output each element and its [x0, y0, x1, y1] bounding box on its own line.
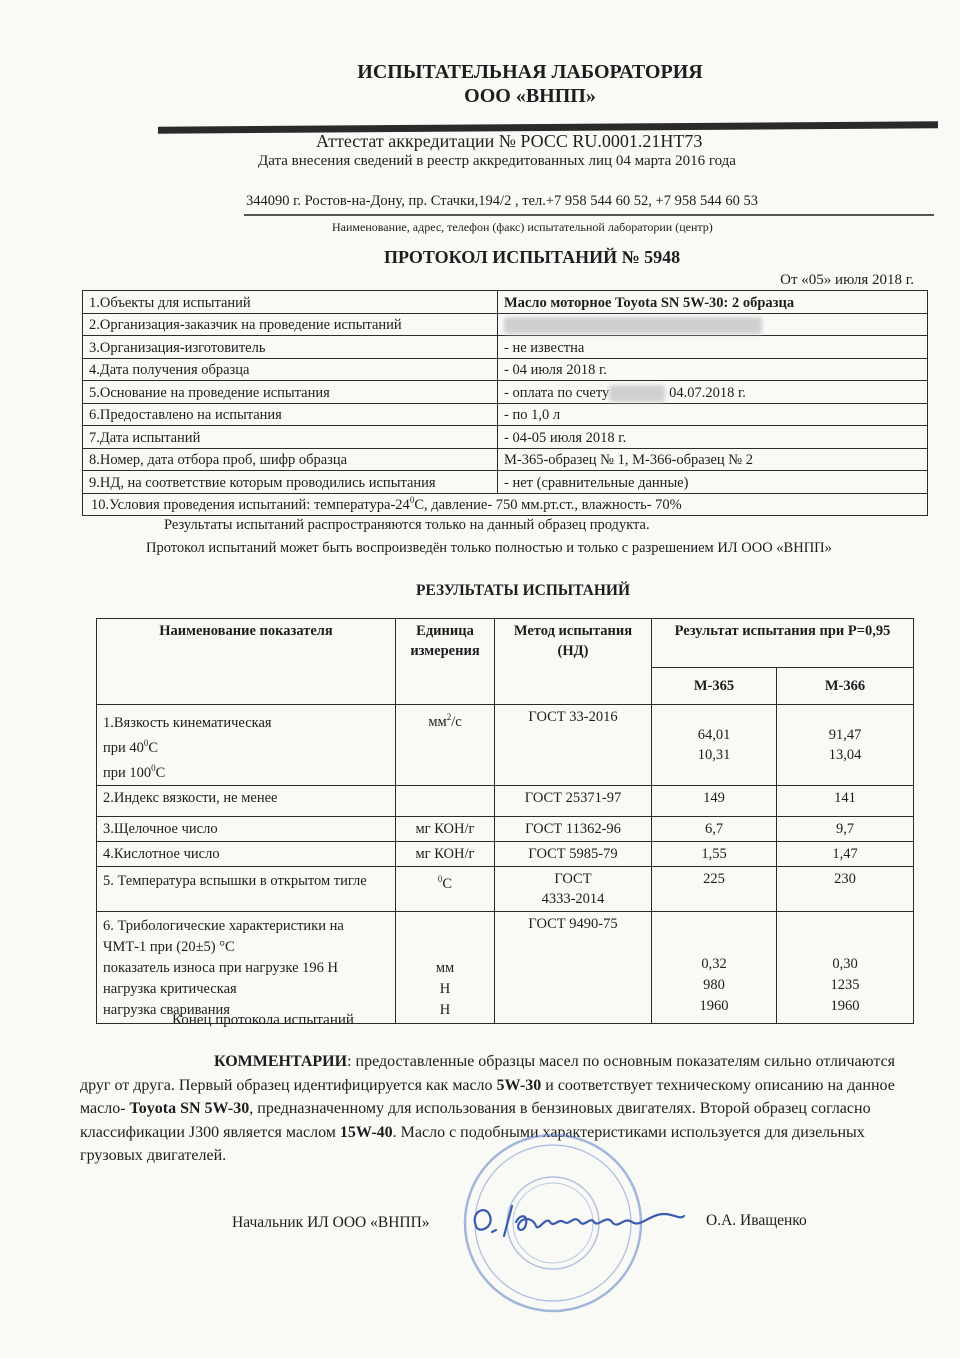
- flash-method: [495, 866, 652, 911]
- m365-critical: 980: [703, 976, 725, 993]
- table-row: [97, 816, 914, 841]
- protocol-date: От «05» июля 2018 г.: [780, 272, 914, 288]
- table-row: [83, 471, 928, 494]
- conditions-degree: 0: [409, 495, 415, 506]
- info-value: Масло моторное Toyota SN 5W-30: 2 образца: [498, 291, 928, 314]
- results-title: РЕЗУЛЬТАТЫ ИСПЫТАНИЙ: [416, 582, 631, 599]
- tribo-title-2: ЧМТ-1 при (20±5) °С: [103, 938, 235, 955]
- flash-unit: [396, 866, 495, 911]
- lab-header: [0, 60, 960, 108]
- info-label: 4.Дата получения образца: [83, 358, 498, 381]
- comments-text-4: . Масло с подобными характеристиками используется для дизельных грузовых двигателей.: [80, 1123, 865, 1164]
- address-caption: Наименование, адрес, телефон (факс) испытательной лаборатории (центр): [332, 220, 713, 234]
- comments-text-2: и соответствует техническому описанию на данное масло-: [80, 1076, 895, 1117]
- conditions-prefix: 10.Условия проведения испытаний: температура-24: [91, 497, 410, 513]
- table-row: [83, 313, 928, 336]
- m366-welding: 1960: [830, 997, 860, 1014]
- info-value: М-365-образец № 1, М-366-образец № 2: [498, 448, 928, 471]
- flash-name: 5. Температура вспышки в открытом тигле: [97, 866, 396, 911]
- table-row: [97, 841, 914, 866]
- comments-grade-1: 5W-30: [496, 1076, 542, 1094]
- c-100: С: [155, 764, 166, 781]
- acid-m365: 1,55: [652, 841, 777, 866]
- table-row: [97, 785, 914, 816]
- flash-m365: 225: [652, 866, 777, 911]
- comments-product: Toyota SN 5W-30: [129, 1100, 250, 1117]
- viscosity-method: ГОСТ 33-2016: [495, 705, 652, 786]
- test-conditions: [83, 493, 928, 516]
- info-label: 6.Предоставлено на испытания: [83, 403, 498, 426]
- viscosity-m365: [652, 705, 777, 786]
- info-value: - не известна: [498, 336, 928, 359]
- results-table: [96, 618, 914, 1024]
- viscosity-m366: [777, 705, 914, 786]
- info-label: 7.Дата испытаний: [83, 426, 498, 449]
- m365-40: 64,01: [697, 727, 731, 743]
- index-unit: [396, 785, 495, 816]
- table-row: [83, 381, 928, 404]
- company-name: ООО «ВНПП»: [464, 85, 596, 107]
- index-m365: 149: [652, 785, 777, 816]
- m365-100: 10,31: [697, 747, 731, 763]
- header-m365: М-365: [652, 668, 777, 705]
- info-value: [498, 313, 928, 336]
- redacted-customer: [504, 317, 762, 334]
- viscosity-40-label: [103, 733, 389, 758]
- tribo-name: [97, 911, 396, 1023]
- unit-sup: 2: [446, 712, 452, 722]
- table-row: [83, 493, 928, 516]
- tribo-welding: нагрузка сваривания: [103, 1001, 230, 1018]
- flash-unit-sup: 0: [437, 873, 443, 884]
- info-label: 8.Номер, дата отбора проб, шифр образца: [83, 448, 498, 471]
- handwritten-signature: [468, 1192, 688, 1242]
- c-40: С: [148, 739, 159, 756]
- index-m366: 141: [777, 785, 914, 816]
- header-name: Наименование показателя: [97, 619, 396, 705]
- base-unit: мг КОН/г: [396, 816, 495, 841]
- info-label: 2.Организация-заказчик на проведение испытаний: [83, 313, 498, 336]
- info-label: 3.Организация-изготовитель: [83, 336, 498, 359]
- accreditation-line: Аттестат аккредитации № РОСС RU.0001.21НТ73: [316, 131, 703, 151]
- scope-note: Результаты испытаний распространяются только на данный образец продукта.: [164, 517, 650, 533]
- at40: при 40: [103, 739, 144, 756]
- m366-wear: 0,30: [832, 955, 858, 972]
- invoice-date: 04.07.2018 г.: [665, 384, 746, 401]
- at100: при 100: [103, 764, 152, 781]
- m365-welding: 1960: [699, 997, 729, 1014]
- table-header-row: [97, 619, 914, 668]
- unit-welding: Н: [439, 1001, 451, 1018]
- m365-wear: 0,32: [701, 955, 727, 972]
- signatory-role: Начальник ИЛ ООО «ВНПП»: [232, 1214, 430, 1231]
- table-row: [97, 705, 914, 786]
- info-label: 9.НД, на соответствие которым проводились испытания: [83, 471, 498, 494]
- registry-date: Дата внесения сведений в реестр аккредитованных лиц 04 марта 2016 года: [258, 153, 736, 169]
- viscosity-name: [97, 705, 396, 786]
- header-method: Метод испытания (НД): [495, 619, 652, 705]
- unit-mm: мм: [428, 713, 447, 730]
- base-name: 3.Щелочное число: [97, 816, 396, 841]
- base-m365: 6,7: [652, 816, 777, 841]
- tribo-m365: [652, 911, 777, 1023]
- info-value: - по 1,0 л: [498, 403, 928, 426]
- table-row: [83, 358, 928, 381]
- m366-critical: 1235: [830, 976, 860, 993]
- tribo-method: ГОСТ 9490-75: [495, 911, 652, 1023]
- tribo-critical: нагрузка критическая: [103, 980, 237, 997]
- viscosity-unit: [396, 705, 495, 786]
- header-m366: М-366: [777, 668, 914, 705]
- info-value: [498, 381, 928, 404]
- info-label: 1.Объекты для испытаний: [83, 291, 498, 314]
- m366-100: 13,04: [828, 747, 862, 763]
- table-row: [97, 866, 914, 911]
- table-row: [97, 911, 914, 1023]
- flash-unit-c: С: [442, 875, 453, 892]
- index-method: ГОСТ 25371-97: [495, 785, 652, 816]
- table-row: [83, 448, 928, 471]
- viscosity-100-label: [103, 758, 389, 783]
- header-unit: Единица измерения: [396, 619, 495, 705]
- table-row: [83, 291, 928, 314]
- invoice-prefix: - оплата по счету: [504, 384, 610, 401]
- tribo-title-1: 6. Трибологические характеристики на: [103, 917, 344, 934]
- deg-40: 0: [143, 738, 149, 748]
- conditions-suffix: С, давление- 750 мм.рт.ст., влажность- 70%: [414, 497, 682, 513]
- unit-suffix: /с: [451, 713, 462, 730]
- tribo-m366: [777, 911, 914, 1023]
- header-result: Результат испытания при Р=0,95: [652, 619, 914, 668]
- redacted-invoice: [609, 385, 665, 402]
- unit-critical: Н: [439, 980, 451, 997]
- acid-unit: мг КОН/г: [396, 841, 495, 866]
- index-name: 2.Индекс вязкости, не менее: [97, 785, 396, 816]
- lab-address: 344090 г. Ростов-на-Дону, пр. Стачки,194/2 , тел.+7 958 544 60 52, +7 958 544 60 53: [246, 193, 758, 209]
- table-row: [83, 426, 928, 449]
- table-row: [83, 336, 928, 359]
- base-m366: 9,7: [777, 816, 914, 841]
- flash-method-l1: ГОСТ: [554, 870, 592, 887]
- base-method: ГОСТ 11362-96: [495, 816, 652, 841]
- tribo-wear: показатель износа при нагрузке 196 Н: [103, 959, 339, 976]
- address-rule: [244, 214, 934, 216]
- unit-wear: мм: [435, 959, 455, 976]
- comments-label: КОММЕНТАРИИ: [214, 1053, 348, 1070]
- tribo-unit: [396, 911, 495, 1023]
- signatory-name: О.А. Иващенко: [706, 1212, 807, 1229]
- table-row: [83, 403, 928, 426]
- acid-name: 4.Кислотное число: [97, 841, 396, 866]
- m366-40: 91,47: [828, 727, 862, 743]
- end-of-protocol: Конец протокола испытаний: [172, 1012, 354, 1028]
- info-label: 5.Основание на проведение испытания: [83, 381, 498, 404]
- protocol-title: ПРОТОКОЛ ИСПЫТАНИЙ № 5948: [384, 247, 681, 267]
- flash-m366: 230: [777, 866, 914, 911]
- comments-text-3: , предназначенному для использования в бензиновых двигателях. Второй образец согласно классификации J300 является маслом: [80, 1100, 871, 1141]
- reproduction-note: Протокол испытаний может быть воспроизведён только полностью и только с разрешением ИЛ ООО «ВНПП»: [146, 540, 832, 556]
- lab-name: ИСПЫТАТЕЛЬНАЯ ЛАБОРАТОРИЯ: [357, 61, 703, 83]
- sample-info-table: [82, 290, 928, 516]
- deg-100: 0: [151, 762, 156, 773]
- comments-grade-2: 15W-40: [339, 1123, 393, 1141]
- comments-text-1: : предоставленные образцы масел по основным показателям сильно отличаются друг от друга. Первый образец идентифицируется как масло: [80, 1053, 896, 1094]
- flash-method-l2: 4333-2014: [541, 890, 605, 907]
- info-value: - нет (сравнительные данные): [498, 471, 928, 494]
- acid-m366: 1,47: [777, 841, 914, 866]
- info-value: - 04 июля 2018 г.: [498, 358, 928, 381]
- info-value: - 04-05 июля 2018 г.: [498, 426, 928, 449]
- viscosity-title: 1.Вязкость кинематическая: [103, 715, 272, 731]
- acid-method: ГОСТ 5985-79: [495, 841, 652, 866]
